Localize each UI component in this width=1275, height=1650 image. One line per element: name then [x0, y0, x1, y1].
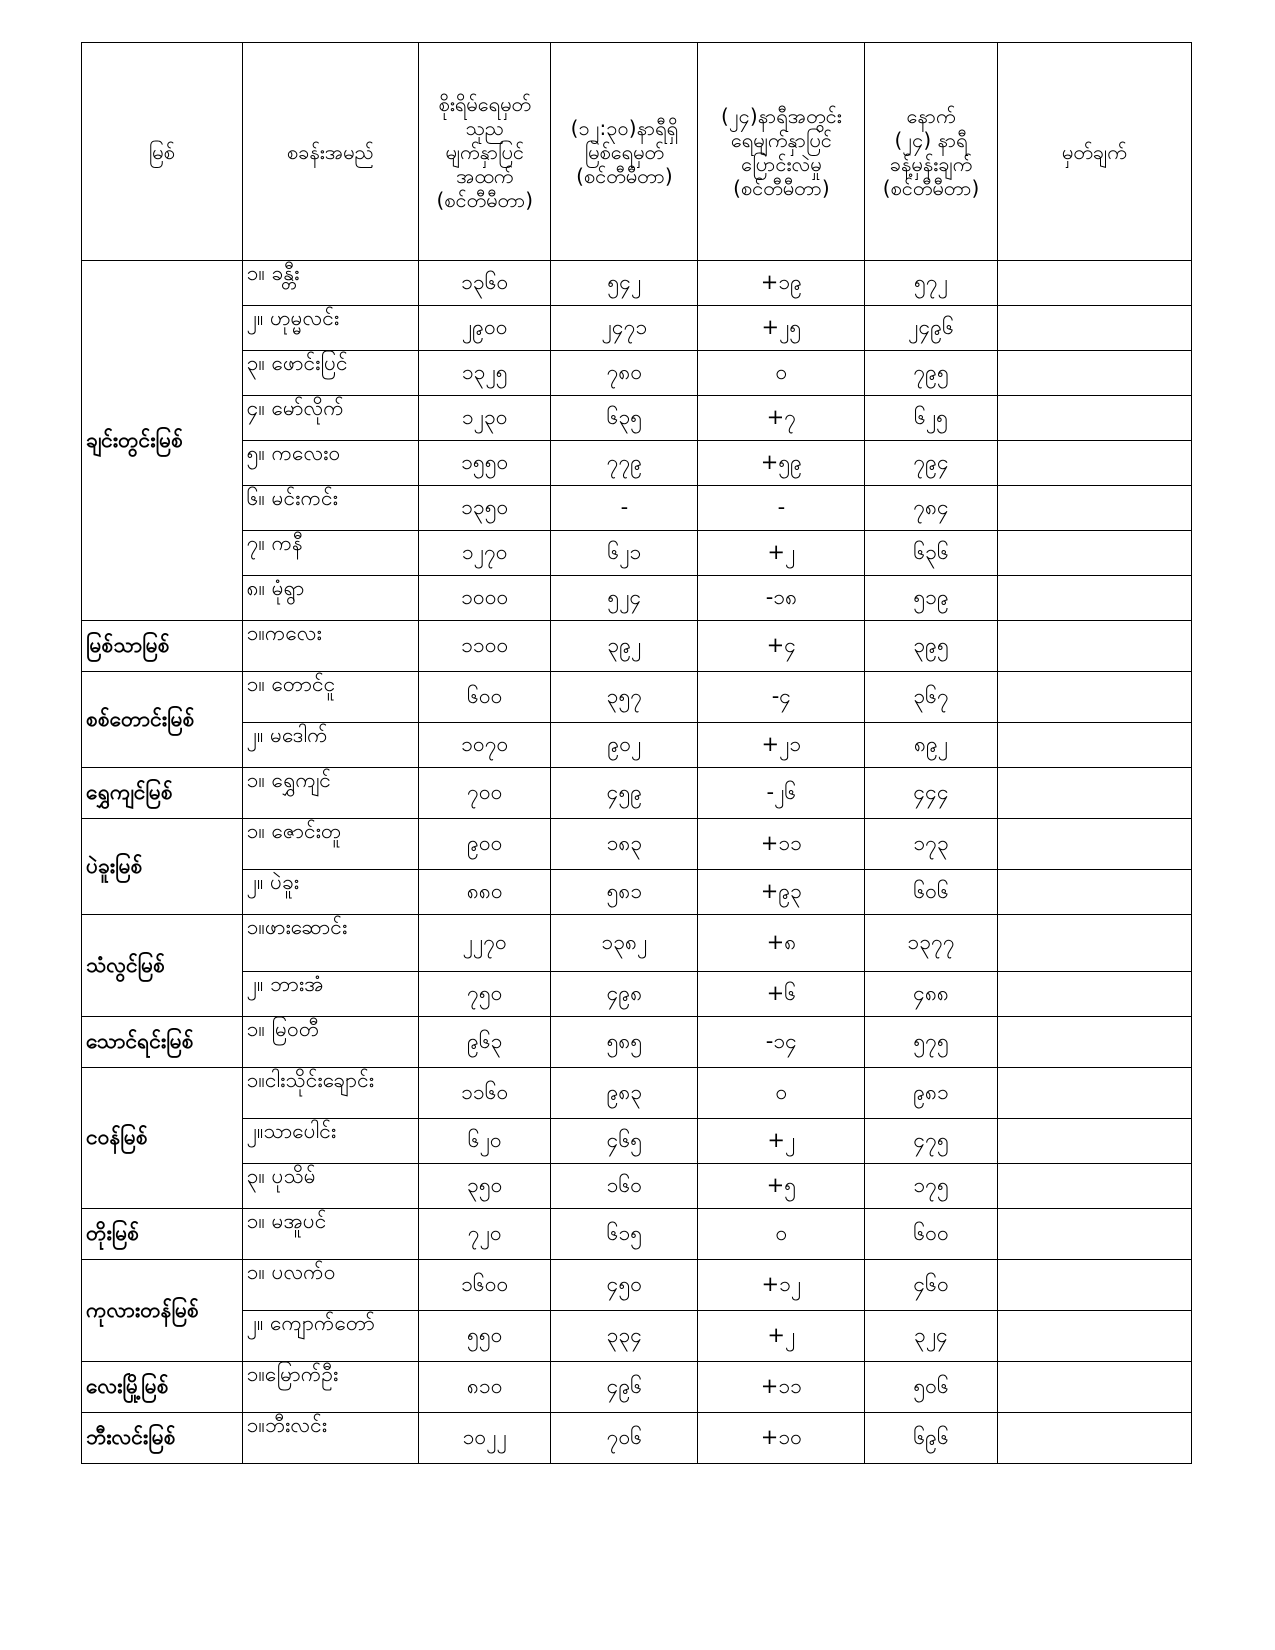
current-level: ၄၉၈: [551, 972, 698, 1017]
level-change: -၂၆: [698, 768, 865, 819]
header-remarks: မှတ်ချက်: [997, 43, 1191, 261]
forecast-level: ၆၂၅: [865, 396, 997, 441]
level-change: +၅၉: [698, 441, 865, 486]
forecast-level: ၅၇၅: [865, 1017, 997, 1068]
remark-cell: [997, 1068, 1191, 1119]
danger-level: ၈၈၀: [419, 870, 551, 915]
station-name: ၂။ ဟုမ္မလင်း: [242, 306, 418, 351]
current-level: ၃၃၄: [551, 1311, 698, 1362]
forecast-level: ၁၃၇၇: [865, 915, 997, 972]
remark-cell: [997, 1311, 1191, 1362]
table-row: [82, 819, 1192, 870]
header-24h-change: (၂၄)နာရီအတွင်း ရေမျက်နှာပြင် ပြောင်းလဲမှု (စင်တီမီတာ): [698, 43, 865, 261]
remark-cell: [997, 441, 1191, 486]
danger-level: ၇၂၀: [419, 1209, 551, 1260]
station-name: ၁။ ပလက်ဝ: [242, 1260, 418, 1311]
danger-level: ၂၂၇၀: [419, 915, 551, 972]
river-name: မြစ်သာမြစ်: [82, 621, 243, 672]
forecast-level: ၅၁၉: [865, 576, 997, 621]
danger-level: ၇၀၀: [419, 768, 551, 819]
danger-level: ၁၃၂၅: [419, 351, 551, 396]
level-change: +၅: [698, 1164, 865, 1209]
station-name: ၄။ မော်လိုက်: [242, 396, 418, 441]
current-level: ၇၇၉: [551, 441, 698, 486]
remark-cell: [997, 1413, 1191, 1464]
current-level: -: [551, 486, 698, 531]
forecast-level: ၄၄၄: [865, 768, 997, 819]
table-row: [82, 1017, 1192, 1068]
remark-cell: [997, 1362, 1191, 1413]
current-level: ၃၉၂: [551, 621, 698, 672]
remark-cell: [997, 915, 1191, 972]
current-level: ၆၃၅: [551, 396, 698, 441]
current-level: ၅၈၅: [551, 1017, 698, 1068]
table-row: [82, 306, 1192, 351]
remark-cell: [997, 723, 1191, 768]
remark-cell: [997, 1260, 1191, 1311]
level-change: +၉၃: [698, 870, 865, 915]
remark-cell: [997, 768, 1191, 819]
station-name: ၃။ ပုသိမ်: [242, 1164, 418, 1209]
current-level: ၄၅၉: [551, 768, 698, 819]
station-name: ၁။ မြဝတီ: [242, 1017, 418, 1068]
header-24h-forecast: နောက် (၂၄) နာရီ ခန့်မှန်းချက် (စင်တီမီတာ): [865, 43, 997, 261]
river-name: လေးမြို့မြစ်: [82, 1362, 243, 1413]
river-name: ကုလားတန်မြစ်: [82, 1260, 243, 1362]
remark-cell: [997, 351, 1191, 396]
forecast-level: ၃၉၅: [865, 621, 997, 672]
station-name: ၁။ တောင်ငူ: [242, 672, 418, 723]
danger-level: ၅၅၀: [419, 1311, 551, 1362]
remark-cell: [997, 1119, 1191, 1164]
level-change: ၀: [698, 1068, 865, 1119]
table-row: [82, 915, 1192, 972]
station-name: ၁။ ခန္တီး: [242, 261, 418, 306]
current-level: ၁၈၃: [551, 819, 698, 870]
level-change: +၁၀: [698, 1413, 865, 1464]
table-row: [82, 351, 1192, 396]
danger-level: ၉၆၃: [419, 1017, 551, 1068]
remark-cell: [997, 576, 1191, 621]
station-name: ၁။ ရွှေကျင်: [242, 768, 418, 819]
forecast-level: ၆၀၀: [865, 1209, 997, 1260]
station-name: ၂။ ကျောက်တော်: [242, 1311, 418, 1362]
table-row: [82, 972, 1192, 1017]
river-name: သောင်ရင်းမြစ်: [82, 1017, 243, 1068]
remark-cell: [997, 1017, 1191, 1068]
table-row: [82, 1311, 1192, 1362]
station-name: ၇။ ကနီ: [242, 531, 418, 576]
river-name: ဘီးလင်းမြစ်: [82, 1413, 243, 1464]
station-name: ၅။ ကလေးဝ: [242, 441, 418, 486]
station-name: ၂။သာပေါင်း: [242, 1119, 418, 1164]
station-name: ၂။ ပဲခူး: [242, 870, 418, 915]
forecast-level: ၆၉၆: [865, 1413, 997, 1464]
river-name: ပဲခူးမြစ်: [82, 819, 243, 915]
level-change: +၁၂: [698, 1260, 865, 1311]
station-name: ၁။ မအူပင်: [242, 1209, 418, 1260]
level-change: +၇: [698, 396, 865, 441]
table-row: [82, 1260, 1192, 1311]
level-change: -၁၄: [698, 1017, 865, 1068]
danger-level: ၁၀၂၂: [419, 1413, 551, 1464]
current-level: ၅၄၂: [551, 261, 698, 306]
danger-level: ၁၃၅၀: [419, 486, 551, 531]
danger-level: ၁၁၀၀: [419, 621, 551, 672]
level-change: -: [698, 486, 865, 531]
level-change: +၂၁: [698, 723, 865, 768]
forecast-level: ၇၈၄: [865, 486, 997, 531]
danger-level: ၉၀၀: [419, 819, 551, 870]
forecast-level: ၄၈၈: [865, 972, 997, 1017]
forecast-level: ၅၀၆: [865, 1362, 997, 1413]
forecast-level: ၇၉၅: [865, 351, 997, 396]
table-row: [82, 723, 1192, 768]
current-level: ၄၅၀: [551, 1260, 698, 1311]
level-change: ၀: [698, 1209, 865, 1260]
forecast-level: ၅၇၂: [865, 261, 997, 306]
header-river: မြစ်: [82, 43, 243, 261]
danger-level: ၆၂၀: [419, 1119, 551, 1164]
station-name: ၈။ မုံရွာ: [242, 576, 418, 621]
table-row: [82, 576, 1192, 621]
level-change: +၂: [698, 1311, 865, 1362]
header-row: [82, 43, 1192, 261]
remark-cell: [997, 672, 1191, 723]
river-name: စစ်တောင်းမြစ်: [82, 672, 243, 768]
forecast-level: ၁၇၅: [865, 1164, 997, 1209]
table-row: [82, 1209, 1192, 1260]
river-name: သံလွင်မြစ်: [82, 915, 243, 1017]
remark-cell: [997, 306, 1191, 351]
table-row: [82, 1068, 1192, 1119]
station-name: ၁။ဘီးလင်း: [242, 1413, 418, 1464]
level-change: +၄: [698, 621, 865, 672]
station-name: ၁။ငါးသိုင်းချောင်း: [242, 1068, 418, 1119]
current-level: ၁၃၈၂: [551, 915, 698, 972]
level-change: +၁၁: [698, 1362, 865, 1413]
remark-cell: [997, 486, 1191, 531]
current-level: ၆၁၅: [551, 1209, 698, 1260]
danger-level: ၈၁၀: [419, 1362, 551, 1413]
table-row: [82, 1119, 1192, 1164]
forecast-level: ၃၆၇: [865, 672, 997, 723]
danger-level: ၁၃၆၀: [419, 261, 551, 306]
danger-level: ၁၀၇၀: [419, 723, 551, 768]
station-name: ၂။ ဘားအံ: [242, 972, 418, 1017]
station-name: ၆။ မင်းကင်း: [242, 486, 418, 531]
remark-cell: [997, 870, 1191, 915]
station-name: ၁။ဖားဆောင်း: [242, 915, 418, 972]
level-change: +၆: [698, 972, 865, 1017]
level-change: +၂: [698, 531, 865, 576]
remark-cell: [997, 396, 1191, 441]
table-row: [82, 486, 1192, 531]
current-level: ၅၈၁: [551, 870, 698, 915]
river-name: ငဝန်မြစ်: [82, 1068, 243, 1209]
table-row: [82, 531, 1192, 576]
river-water-level-table: [81, 42, 1192, 1464]
forecast-level: ၆၃၆: [865, 531, 997, 576]
remark-cell: [997, 261, 1191, 306]
level-change: -၁၈: [698, 576, 865, 621]
remark-cell: [997, 972, 1191, 1017]
table-row: [82, 1362, 1192, 1413]
station-name: ၁။မြောက်ဦး: [242, 1362, 418, 1413]
forecast-level: ၁၇၃: [865, 819, 997, 870]
station-name: ၁။ကလေး: [242, 621, 418, 672]
forecast-level: ၆၀၆: [865, 870, 997, 915]
danger-level: ၂၉၀၀: [419, 306, 551, 351]
current-level: ၄၉၆: [551, 1362, 698, 1413]
level-change: +၈: [698, 915, 865, 972]
station-name: ၂။ မဒေါက်: [242, 723, 418, 768]
river-name: ချင်းတွင်းမြစ်: [82, 261, 243, 621]
danger-level: ၁၁၆၀: [419, 1068, 551, 1119]
current-level: ၂၄၇၁: [551, 306, 698, 351]
danger-level: ၁၂၇၀: [419, 531, 551, 576]
current-level: ၇၀၆: [551, 1413, 698, 1464]
current-level: ၉၈၃: [551, 1068, 698, 1119]
table-row: [82, 1164, 1192, 1209]
danger-level: ၁၅၅၀: [419, 441, 551, 486]
forecast-level: ၈၉၂: [865, 723, 997, 768]
table-row: [82, 672, 1192, 723]
header-station: စခန်းအမည်: [242, 43, 418, 261]
danger-level: ၁၆၀၀: [419, 1260, 551, 1311]
station-name: ၁။ ဇောင်းတူ: [242, 819, 418, 870]
danger-level: ၁၂၃၀: [419, 396, 551, 441]
current-level: ၃၅၇: [551, 672, 698, 723]
current-level: ၁၆၀: [551, 1164, 698, 1209]
current-level: ၉၀၂: [551, 723, 698, 768]
danger-level: ၁၀၀၀: [419, 576, 551, 621]
station-name: ၃။ ဖောင်းပြင်: [242, 351, 418, 396]
river-name: တိုးမြစ်: [82, 1209, 243, 1260]
table-row: [82, 1413, 1192, 1464]
remark-cell: [997, 1164, 1191, 1209]
table-row: [82, 441, 1192, 486]
table-row: [82, 870, 1192, 915]
header-danger-level: စိုးရိမ်ရေမှတ် သုည မျက်နှာပြင် အထက် (စင်တီမီတာ): [419, 43, 551, 261]
remark-cell: [997, 621, 1191, 672]
forecast-level: ၄၇၅: [865, 1119, 997, 1164]
remark-cell: [997, 1209, 1191, 1260]
table-row: [82, 768, 1192, 819]
forecast-level: ၃၂၄: [865, 1311, 997, 1362]
danger-level: ၃၅၀: [419, 1164, 551, 1209]
current-level: ၇၈၀: [551, 351, 698, 396]
level-change: +၁၁: [698, 819, 865, 870]
level-change: +၁၉: [698, 261, 865, 306]
current-level: ၅၂၄: [551, 576, 698, 621]
danger-level: ၆၀၀: [419, 672, 551, 723]
header-current-level: (၁၂:၃၀)နာရီရှိ မြစ်ရေမှတ် (စင်တီမီတာ): [551, 43, 698, 261]
forecast-level: ၂၄၉၆: [865, 306, 997, 351]
remark-cell: [997, 819, 1191, 870]
level-change: -၄: [698, 672, 865, 723]
forecast-level: ၉၈၁: [865, 1068, 997, 1119]
danger-level: ၇၅၀: [419, 972, 551, 1017]
table-row: [82, 396, 1192, 441]
table-row: [82, 261, 1192, 306]
level-change: ၀: [698, 351, 865, 396]
table-row: [82, 621, 1192, 672]
forecast-level: ၇၉၄: [865, 441, 997, 486]
forecast-level: ၄၆၀: [865, 1260, 997, 1311]
level-change: +၂: [698, 1119, 865, 1164]
remark-cell: [997, 531, 1191, 576]
current-level: ၄၆၅: [551, 1119, 698, 1164]
river-name: ရွှေကျင်မြစ်: [82, 768, 243, 819]
current-level: ၆၂၁: [551, 531, 698, 576]
level-change: +၂၅: [698, 306, 865, 351]
